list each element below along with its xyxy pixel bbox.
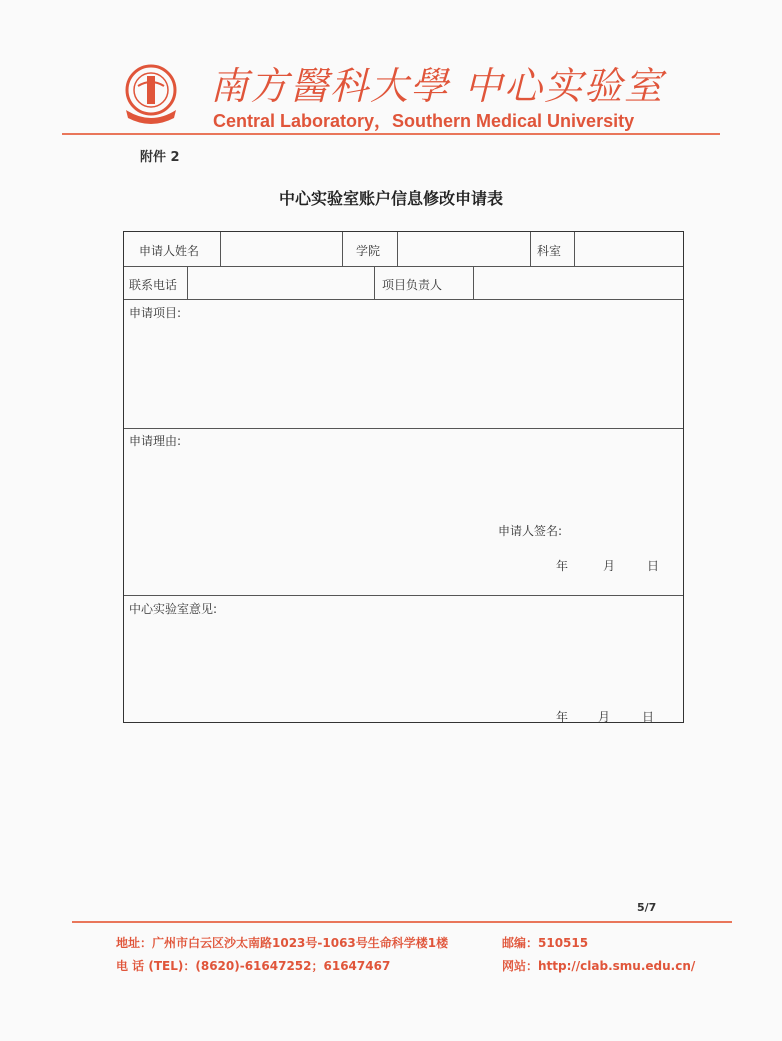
reason-year-label: 年	[556, 559, 569, 573]
department-label: 科室	[537, 244, 562, 258]
column-divider	[530, 232, 531, 266]
university-seal-icon	[118, 60, 184, 126]
project-label: 申请项目:	[129, 306, 182, 320]
row-divider	[124, 428, 683, 429]
footer-address: 地址：广州市白云区沙太南路1023号-1063号生命科学楼1楼	[116, 936, 449, 950]
opinion-year-label: 年	[556, 710, 569, 724]
opinion-label: 中心实验室意见:	[129, 602, 218, 616]
row-divider	[124, 595, 683, 596]
university-name-chinese: 南方醫科大學 中心实验室	[210, 64, 665, 108]
reason-field[interactable]	[125, 450, 682, 520]
row-divider	[124, 299, 683, 300]
project-leader-label: 项目负责人	[382, 278, 443, 292]
department-field[interactable]	[575, 233, 682, 265]
phone-field[interactable]	[188, 267, 373, 298]
opinion-day-label: 日	[642, 710, 655, 724]
footer-website: 网站：http://clab.smu.edu.cn/	[502, 959, 696, 973]
form-title: 中心实验室账户信息修改申请表	[278, 189, 503, 208]
application-form	[123, 231, 684, 723]
footer-phone: 电 话 (TEL)：(8620)-61647252；61647467	[116, 959, 391, 973]
opinion-month-label: 月	[598, 710, 611, 724]
opinion-field[interactable]	[125, 618, 682, 698]
signature-label: 申请人签名:	[498, 524, 563, 538]
applicant-name-field[interactable]	[221, 233, 341, 265]
reason-day-label: 日	[647, 559, 660, 573]
college-label: 学院	[356, 244, 381, 258]
applicant-name-label: 申请人姓名	[139, 244, 200, 258]
footer-postcode: 邮编：510515	[502, 936, 589, 950]
reason-label: 申请理由:	[129, 434, 182, 448]
reason-month-label: 月	[603, 559, 616, 573]
column-divider	[342, 232, 343, 266]
attachment-label: 附件 2	[140, 150, 180, 165]
column-divider	[374, 266, 375, 299]
header-divider	[62, 133, 720, 135]
footer-divider	[72, 921, 732, 923]
project-leader-field[interactable]	[474, 267, 682, 298]
page-number: 5/7	[637, 901, 657, 914]
college-field[interactable]	[398, 233, 529, 265]
university-name-english: Central Laboratory，Southern Medical University	[213, 111, 635, 131]
phone-label: 联系电话	[129, 278, 178, 292]
project-field[interactable]	[125, 322, 682, 426]
